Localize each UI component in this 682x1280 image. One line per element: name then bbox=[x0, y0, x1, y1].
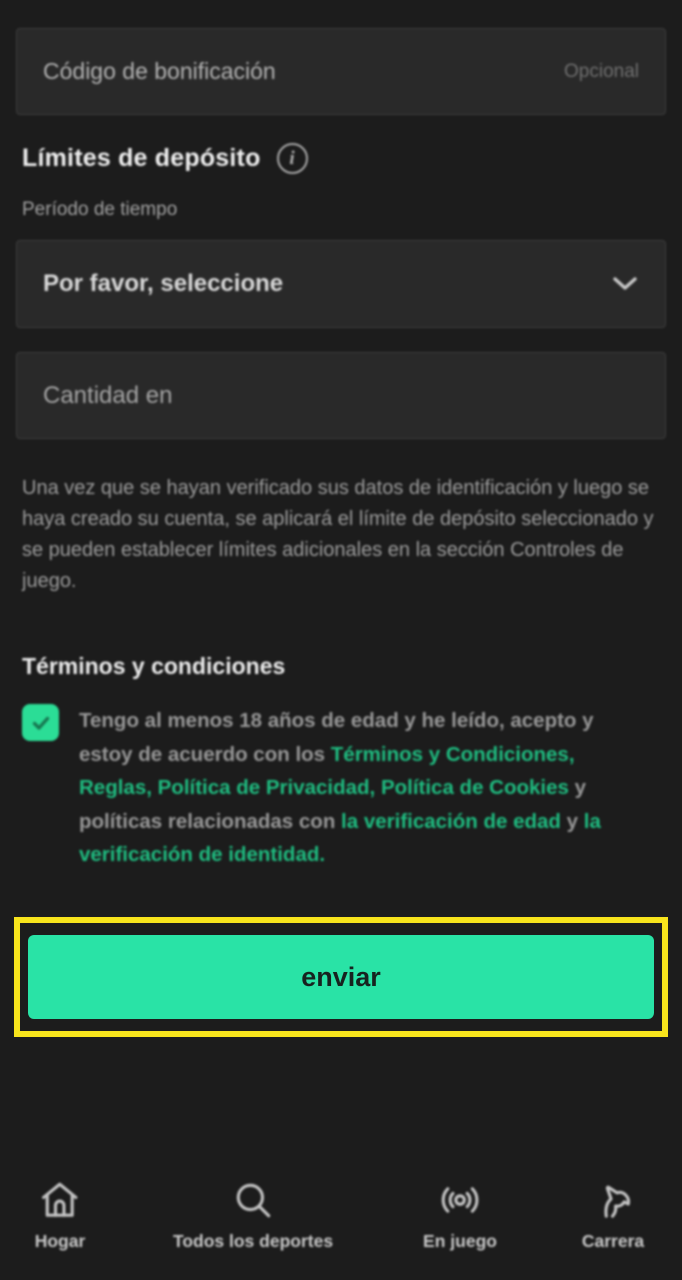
terms-heading: Términos y condiciones bbox=[22, 653, 286, 679]
info-icon[interactable]: i bbox=[277, 143, 308, 174]
bonus-code-field bbox=[16, 28, 666, 115]
home-icon bbox=[38, 1178, 82, 1222]
amount-input[interactable] bbox=[43, 382, 639, 410]
period-select[interactable] bbox=[16, 240, 666, 328]
age-verification-link[interactable]: la verificación de edad bbox=[341, 809, 561, 833]
deposit-limit-note: Una vez que se hayan verificado sus datos de identificación y luego se haya creado su cuenta, se aplicará el límite de depósito seleccionado y se pueden establecer límites adicionales en la sección Controles de juego. bbox=[22, 477, 654, 592]
terms-text-segment: Tengo al menos 18 años de edad y he leído, acepto y estoy de acuerdo con los bbox=[79, 709, 594, 766]
deposit-limits-heading: Límites de depósito bbox=[22, 144, 261, 172]
nav-item-in-play[interactable] bbox=[423, 1178, 497, 1252]
nav-item-home[interactable] bbox=[35, 1178, 86, 1252]
checkmark-icon bbox=[29, 711, 53, 735]
terms-text-segment: y bbox=[560, 809, 584, 833]
live-icon bbox=[438, 1178, 482, 1222]
chevron-down-icon bbox=[611, 275, 639, 293]
highlight-annotation bbox=[14, 917, 668, 1037]
submit-button[interactable]: enviar bbox=[28, 935, 654, 1019]
terms-checkbox[interactable] bbox=[22, 704, 59, 741]
terms-text bbox=[79, 704, 651, 872]
amount-field bbox=[16, 352, 666, 439]
nav-label: Todos los deportes bbox=[172, 1231, 334, 1251]
privacy-policy-link[interactable]: Política de Privacidad, bbox=[157, 776, 376, 799]
period-select-value: Por favor, seleccione bbox=[43, 270, 284, 297]
rules-link[interactable]: Reglas, bbox=[79, 776, 152, 799]
nav-label: Carrera bbox=[581, 1231, 645, 1251]
terms-and-conditions-link[interactable]: Términos y Condiciones, bbox=[330, 742, 575, 766]
terms-row bbox=[22, 704, 651, 872]
horse-icon bbox=[591, 1178, 635, 1222]
identity-verification-link[interactable]: la verificación de identidad. bbox=[79, 809, 601, 866]
nav-label: En juego bbox=[423, 1231, 497, 1251]
cookies-policy-link[interactable]: Política de Cookies bbox=[380, 776, 569, 799]
nav-label: Hogar bbox=[34, 1231, 86, 1251]
nav-item-racing[interactable] bbox=[582, 1178, 644, 1252]
bottom-nav bbox=[0, 1145, 682, 1280]
bonus-code-input[interactable] bbox=[43, 58, 564, 85]
search-icon bbox=[231, 1178, 275, 1222]
period-label: Período de tiempo bbox=[22, 199, 178, 220]
nav-item-all-sports[interactable] bbox=[173, 1178, 333, 1252]
optional-label: Opcional bbox=[564, 60, 639, 82]
deposit-limits-heading-row bbox=[22, 143, 308, 174]
terms-text-segment: y políticas relacionadas con bbox=[79, 776, 587, 833]
